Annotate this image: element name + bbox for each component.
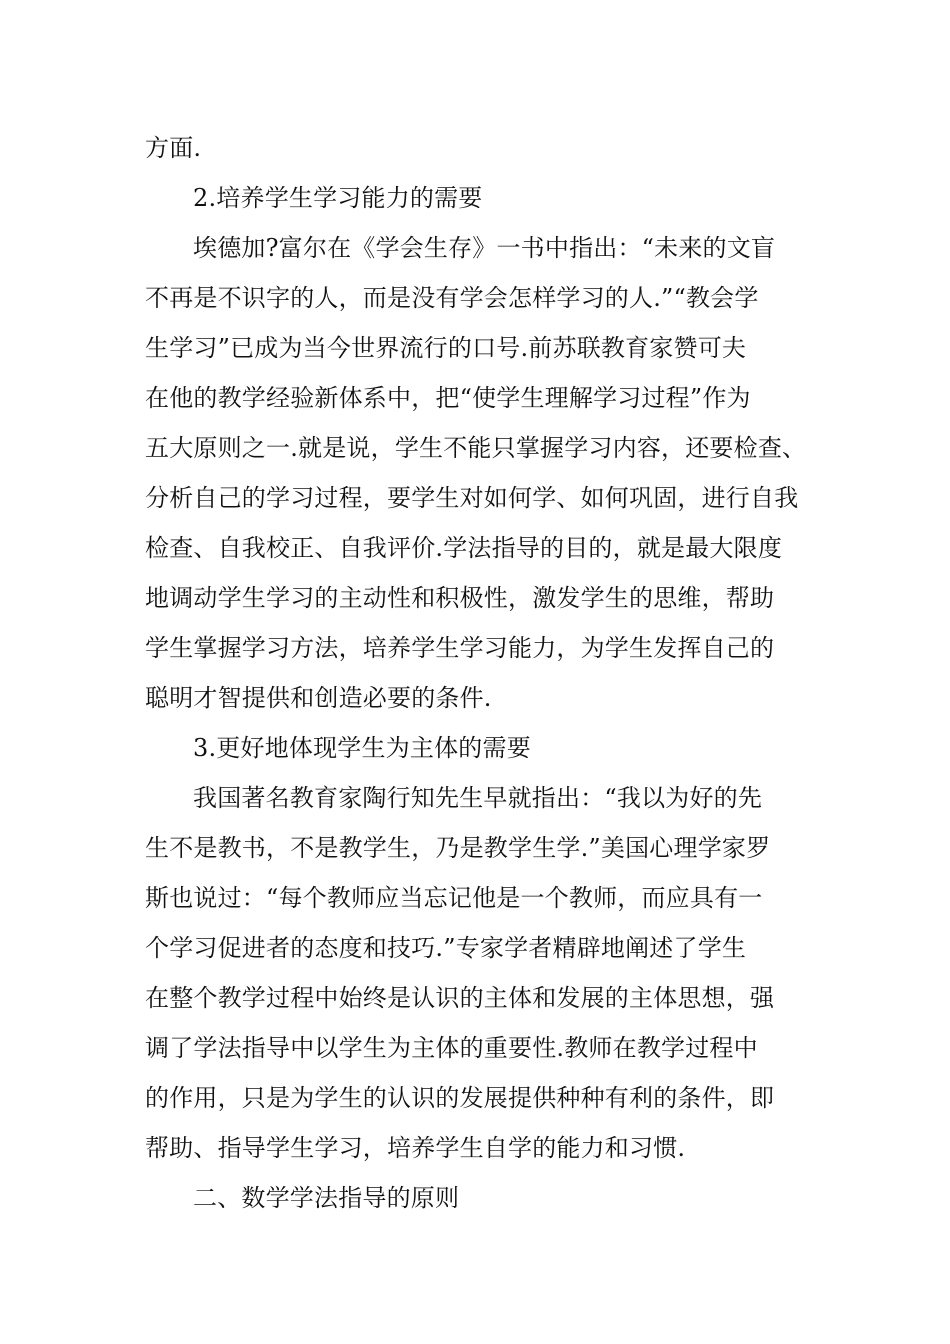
paragraph-line: 生不是教书，不是教学生，乃是教学生学.”美国心理学家罗 [145, 834, 771, 862]
section-heading: 3.更好地体现学生为主体的需要 [193, 734, 531, 762]
paragraph-line: 学生掌握学习方法，培养学生学习能力，为学生发挥自己的 [145, 634, 775, 662]
paragraph-line: 我国著名教育家陶行知先生早就指出：“我以为好的先 [193, 784, 763, 812]
paragraph-line: 生学习”已成为当今世界流行的口号.前苏联教育家赞可夫 [145, 334, 747, 362]
paragraph-line: 帮助、指导学生学习，培养学生自学的能力和习惯. [145, 1134, 686, 1162]
paragraph-line: 斯也说过：“每个教师应当忘记他是一个教师，而应具有一 [145, 884, 763, 912]
paragraph-line: 聪明才智提供和创造必要的条件. [145, 684, 492, 712]
paragraph-line: 分析自己的学习过程，要学生对如何学、如何巩固，进行自我 [145, 484, 799, 512]
paragraph-line: 埃德加?富尔在《学会生存》一书中指出：“未来的文盲 [193, 234, 776, 262]
section-heading: 二、数学学法指导的原则 [193, 1184, 460, 1212]
text-line: 方面. [145, 134, 202, 162]
paragraph-line: 五大原则之一.就是说，学生不能只掌握学习内容，还要检查、 [145, 434, 807, 462]
paragraph-line: 调了学法指导中以学生为主体的重要性.教师在教学过程中 [145, 1034, 758, 1062]
paragraph-line: 的作用，只是为学生的认识的发展提供种种有利的条件，即 [145, 1084, 775, 1112]
paragraph-line: 地调动学生学习的主动性和积极性，激发学生的思维，帮助 [145, 584, 775, 612]
paragraph-line: 个学习促进者的态度和技巧.”专家学者精辟地阐述了学生 [145, 934, 747, 962]
paragraph-line: 在整个教学过程中始终是认识的主体和发展的主体思想，强 [145, 984, 775, 1012]
paragraph-line: 检查、自我校正、自我评价.学法指导的目的，就是最大限度 [145, 534, 783, 562]
paragraph-line: 在他的教学经验新体系中，把“使学生理解学习过程”作为 [145, 384, 751, 412]
section-heading: 2.培养学生学习能力的需要 [193, 184, 483, 212]
paragraph-line: 不再是不识字的人，而是没有学会怎样学习的人.”“教会学 [145, 284, 759, 312]
